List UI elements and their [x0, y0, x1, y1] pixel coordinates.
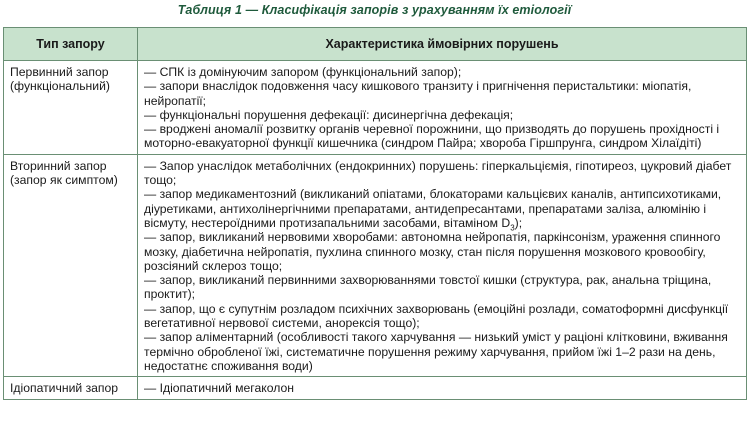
table-header-row — [4, 28, 747, 61]
list-item: — Ідіопатичний мегаколон — [144, 381, 294, 396]
list-item: — запор, викликаний нервовими хворобами: автономна нейропатія, паркінсонізм, ураження спинного мозку, діабетична нейропатія, пухлина спинного мозку, стан після порушення мозкового кровообігу, розсіяний склероз тощо; — [144, 230, 721, 273]
list-item-medication — [144, 187, 742, 233]
table-row-secondary — [4, 154, 747, 376]
column-header-characteristics: Характеристика ймовірних порушень — [138, 28, 747, 61]
column-header-type: Тип запору — [4, 28, 138, 61]
row-type-primary: Первинний запор (функціональний) — [4, 61, 138, 155]
list-item: — запор аліментарний (особливості такого харчування — низький уміст у раціоні клітковини, вживання термічно обробленої їжі, систематичне порушення режиму харчування, прийом їжі 1–2 рази на день, недостатнє споживання води) — [144, 330, 728, 373]
list-item: — функціональні порушення дефекації: дисинергічна дефекація; — [144, 107, 514, 122]
table-caption: Таблиця 1 — Класифікація запорів з урахуванням їх етіології — [177, 3, 572, 17]
classification-table — [3, 27, 747, 400]
list-item: — Запор унаслідок метаболічних (ендокринних) порушень: гіперкальціємія, гіпотиреоз, цукровий діабет тощо; — [144, 158, 732, 188]
list-item: — запор, що є супутнім розладом психічних захворювань (емоційні розлади, соматоформні дисфункції вегетативної нервової системи, анорексія тощо); — [144, 301, 729, 331]
list-item: — вроджені аномалії розвитку органів черевної порожнини, що призводять до порушень прохідності і моторно-евакуаторної функції кишечника (синдром Пайра; хвороба Гіршпрунга, синдром Хілаїдіті) — [144, 122, 720, 151]
table-row-idiopathic — [4, 377, 747, 399]
row-characteristics-primary — [138, 61, 747, 155]
row-characteristics-idiopathic — [138, 377, 747, 399]
medication-suffix: ); — [514, 215, 523, 230]
vitamin-subscript: 3 — [510, 223, 515, 233]
row-type-idiopathic: Ідіопатичний запор — [4, 377, 138, 399]
list-item: — запори внаслідок подовження часу кишкового транзиту і пригнічення перистальтики: міопатія, нейропатії; — [144, 79, 692, 108]
row-type-secondary: Вторинний запор (запор як симптом) — [4, 154, 138, 376]
medication-text: — запор медикаментозний (викликаний опіатами, блокаторами кальцієвих каналів, антипсихотиками, діуретиками, антихолінергічними препаратами, антидепресантами, препаратами заліза, алюмінію і вісмуту, нестероїдними протизапальними засобами, вітаміном D — [144, 187, 722, 230]
table-row-primary — [4, 61, 747, 155]
row-characteristics-secondary — [138, 154, 747, 376]
list-item: — СПК із домінуючим запором (функціональний запор); — [144, 65, 462, 79]
list-item: — запор, викликаний первинними захворюваннями товстої кишки (структура, рак, анальна тріщина, проктит); — [144, 273, 712, 302]
